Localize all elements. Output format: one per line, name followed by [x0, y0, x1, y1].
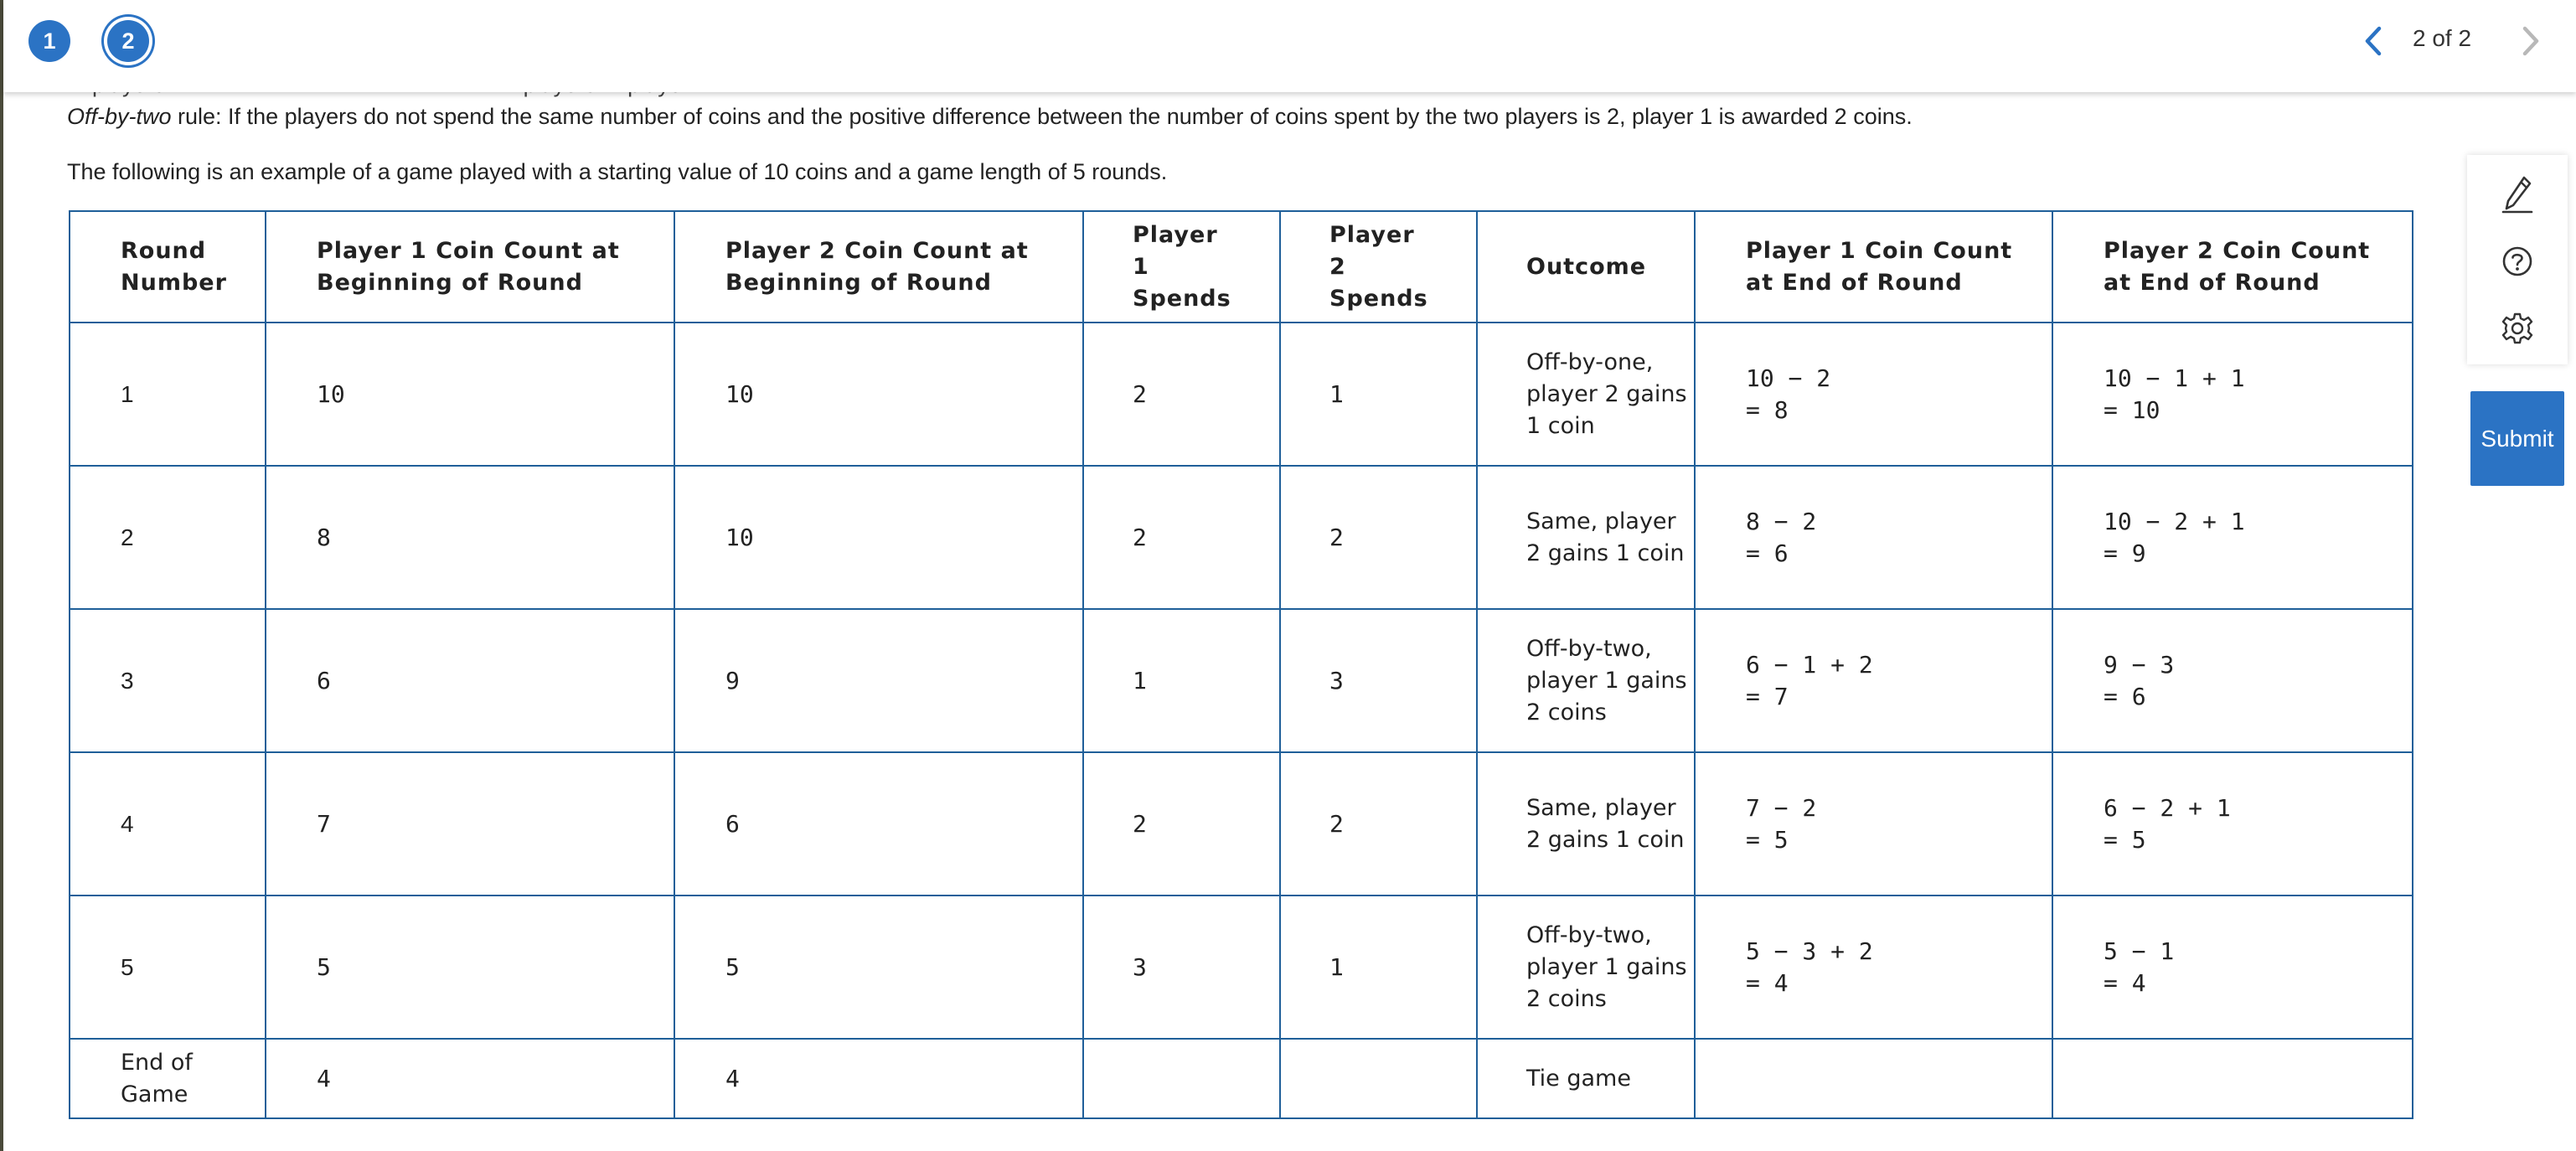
submit-button[interactable]: Submit	[2470, 391, 2564, 486]
previous-page-button[interactable]	[2352, 20, 2394, 62]
cell-round: 2	[70, 466, 266, 609]
cell-p1-begin: 7	[266, 752, 674, 896]
cell-p2-spends: 2	[1280, 752, 1477, 896]
next-page-button[interactable]	[2510, 20, 2552, 62]
question-1-button[interactable]: 1	[28, 20, 70, 62]
cell-p1-spends	[1083, 1039, 1280, 1118]
cell-outcome: Same, player 2 gains 1 coin	[1477, 752, 1695, 896]
cell-p2-begin: 9	[674, 609, 1083, 752]
chevron-left-icon	[2362, 26, 2384, 56]
cell-p2-end: 10 − 2 + 1 = 9	[2052, 466, 2413, 609]
cell-p2-spends: 2	[1280, 466, 1477, 609]
cell-p1-begin: 10	[266, 323, 674, 466]
cell-outcome: Off-by-two, player 1 gains 2 coins	[1477, 896, 1695, 1039]
cell-p2-begin: 6	[674, 752, 1083, 896]
cell-p1-begin: 4	[266, 1039, 674, 1118]
cell-p1-spends: 2	[1083, 323, 1280, 466]
cell-outcome: Same, player 2 gains 1 coin	[1477, 466, 1695, 609]
table-row	[70, 323, 2413, 466]
cell-p1-begin: 6	[266, 609, 674, 752]
cell-p1-end: 6 − 1 + 2 = 7	[1695, 609, 2052, 752]
cell-p1-end: 7 − 2 = 5	[1695, 752, 2052, 896]
table-row	[70, 609, 2413, 752]
header-p2-end: Player 2 Coin Count at End of Round	[2052, 211, 2413, 323]
cell-p2-end	[2052, 1039, 2413, 1118]
cell-p1-begin: 5	[266, 896, 674, 1039]
header-p1-end: Player 1 Coin Count at End of Round	[1695, 211, 2052, 323]
left-edge	[0, 0, 3, 1151]
table-row	[70, 466, 2413, 609]
cell-round: 3	[70, 609, 266, 752]
cell-p1-spends: 2	[1083, 752, 1280, 896]
header-outcome: Outcome	[1477, 211, 1695, 323]
cell-p1-end	[1695, 1039, 2052, 1118]
cell-p1-spends: 1	[1083, 609, 1280, 752]
cell-p1-begin: 8	[266, 466, 674, 609]
settings-button[interactable]	[2496, 307, 2538, 349]
rule-name: Off-by-two	[67, 104, 172, 129]
pencil-icon	[2501, 174, 2534, 214]
cell-p1-end: 5 − 3 + 2 = 4	[1695, 896, 2052, 1039]
off-by-two-rule	[67, 104, 1913, 130]
pager-count: 2 of 2	[2413, 25, 2472, 51]
gear-icon	[2501, 312, 2534, 345]
cell-p1-spends: 3	[1083, 896, 1280, 1039]
cell-p1-end: 8 − 2 = 6	[1695, 466, 2052, 609]
cell-round: 1	[70, 323, 266, 466]
cell-p2-end: 5 − 1 = 4	[2052, 896, 2413, 1039]
cell-p2-end: 6 − 2 + 1 = 5	[2052, 752, 2413, 896]
table-row-end-of-game	[70, 1039, 2413, 1118]
help-icon	[2501, 245, 2534, 278]
table-row	[70, 752, 2413, 896]
cell-outcome: Tie game	[1477, 1039, 1695, 1118]
pencil-tool-button[interactable]	[2496, 173, 2538, 215]
help-button[interactable]	[2496, 240, 2538, 282]
cell-p2-spends: 1	[1280, 323, 1477, 466]
cell-round: 4	[70, 752, 266, 896]
cell-p2-spends: 1	[1280, 896, 1477, 1039]
example-intro: The following is an example of a game played with a starting value of 10 coins and a game length of 5 rounds.	[67, 159, 1168, 184]
header-round-number: Round Number	[70, 211, 266, 323]
top-bar	[3, 0, 2576, 92]
cell-p2-begin: 5	[674, 896, 1083, 1039]
table-header-row	[70, 211, 2413, 323]
cell-p1-spends: 2	[1083, 466, 1280, 609]
question-2-button[interactable]: 2	[107, 20, 149, 62]
cell-p2-begin: 10	[674, 466, 1083, 609]
cell-p2-end: 10 − 1 + 1 = 10	[2052, 323, 2413, 466]
chevron-right-icon	[2520, 26, 2542, 56]
cell-round: End of Game	[70, 1039, 266, 1118]
cell-outcome: Off-by-one, player 2 gains 1 coin	[1477, 323, 1695, 466]
cell-p2-spends: 3	[1280, 609, 1477, 752]
cell-p1-end: 10 − 2 = 8	[1695, 323, 2052, 466]
cell-p2-begin: 10	[674, 323, 1083, 466]
header-p2-spends: Player 2 Spends	[1280, 211, 1477, 323]
header-p1-begin: Player 1 Coin Count at Beginning of Round	[266, 211, 674, 323]
example-game-table	[69, 210, 2413, 1119]
cell-round: 5	[70, 896, 266, 1039]
cell-outcome: Off-by-two, player 1 gains 2 coins	[1477, 609, 1695, 752]
cell-p2-end: 9 − 3 = 6	[2052, 609, 2413, 752]
tool-panel	[2467, 155, 2568, 364]
cell-p2-begin: 4	[674, 1039, 1083, 1118]
cell-p2-spends	[1280, 1039, 1477, 1118]
header-p1-spends: Player 1 Spends	[1083, 211, 1280, 323]
table-row	[70, 896, 2413, 1039]
rule-text: rule: If the players do not spend the same number of coins and the positive difference between the number of coins spent by the two players is 2, player 1 is awarded 2 coins.	[171, 104, 1913, 129]
header-p2-begin: Player 2 Coin Count at Beginning of Round	[674, 211, 1083, 323]
